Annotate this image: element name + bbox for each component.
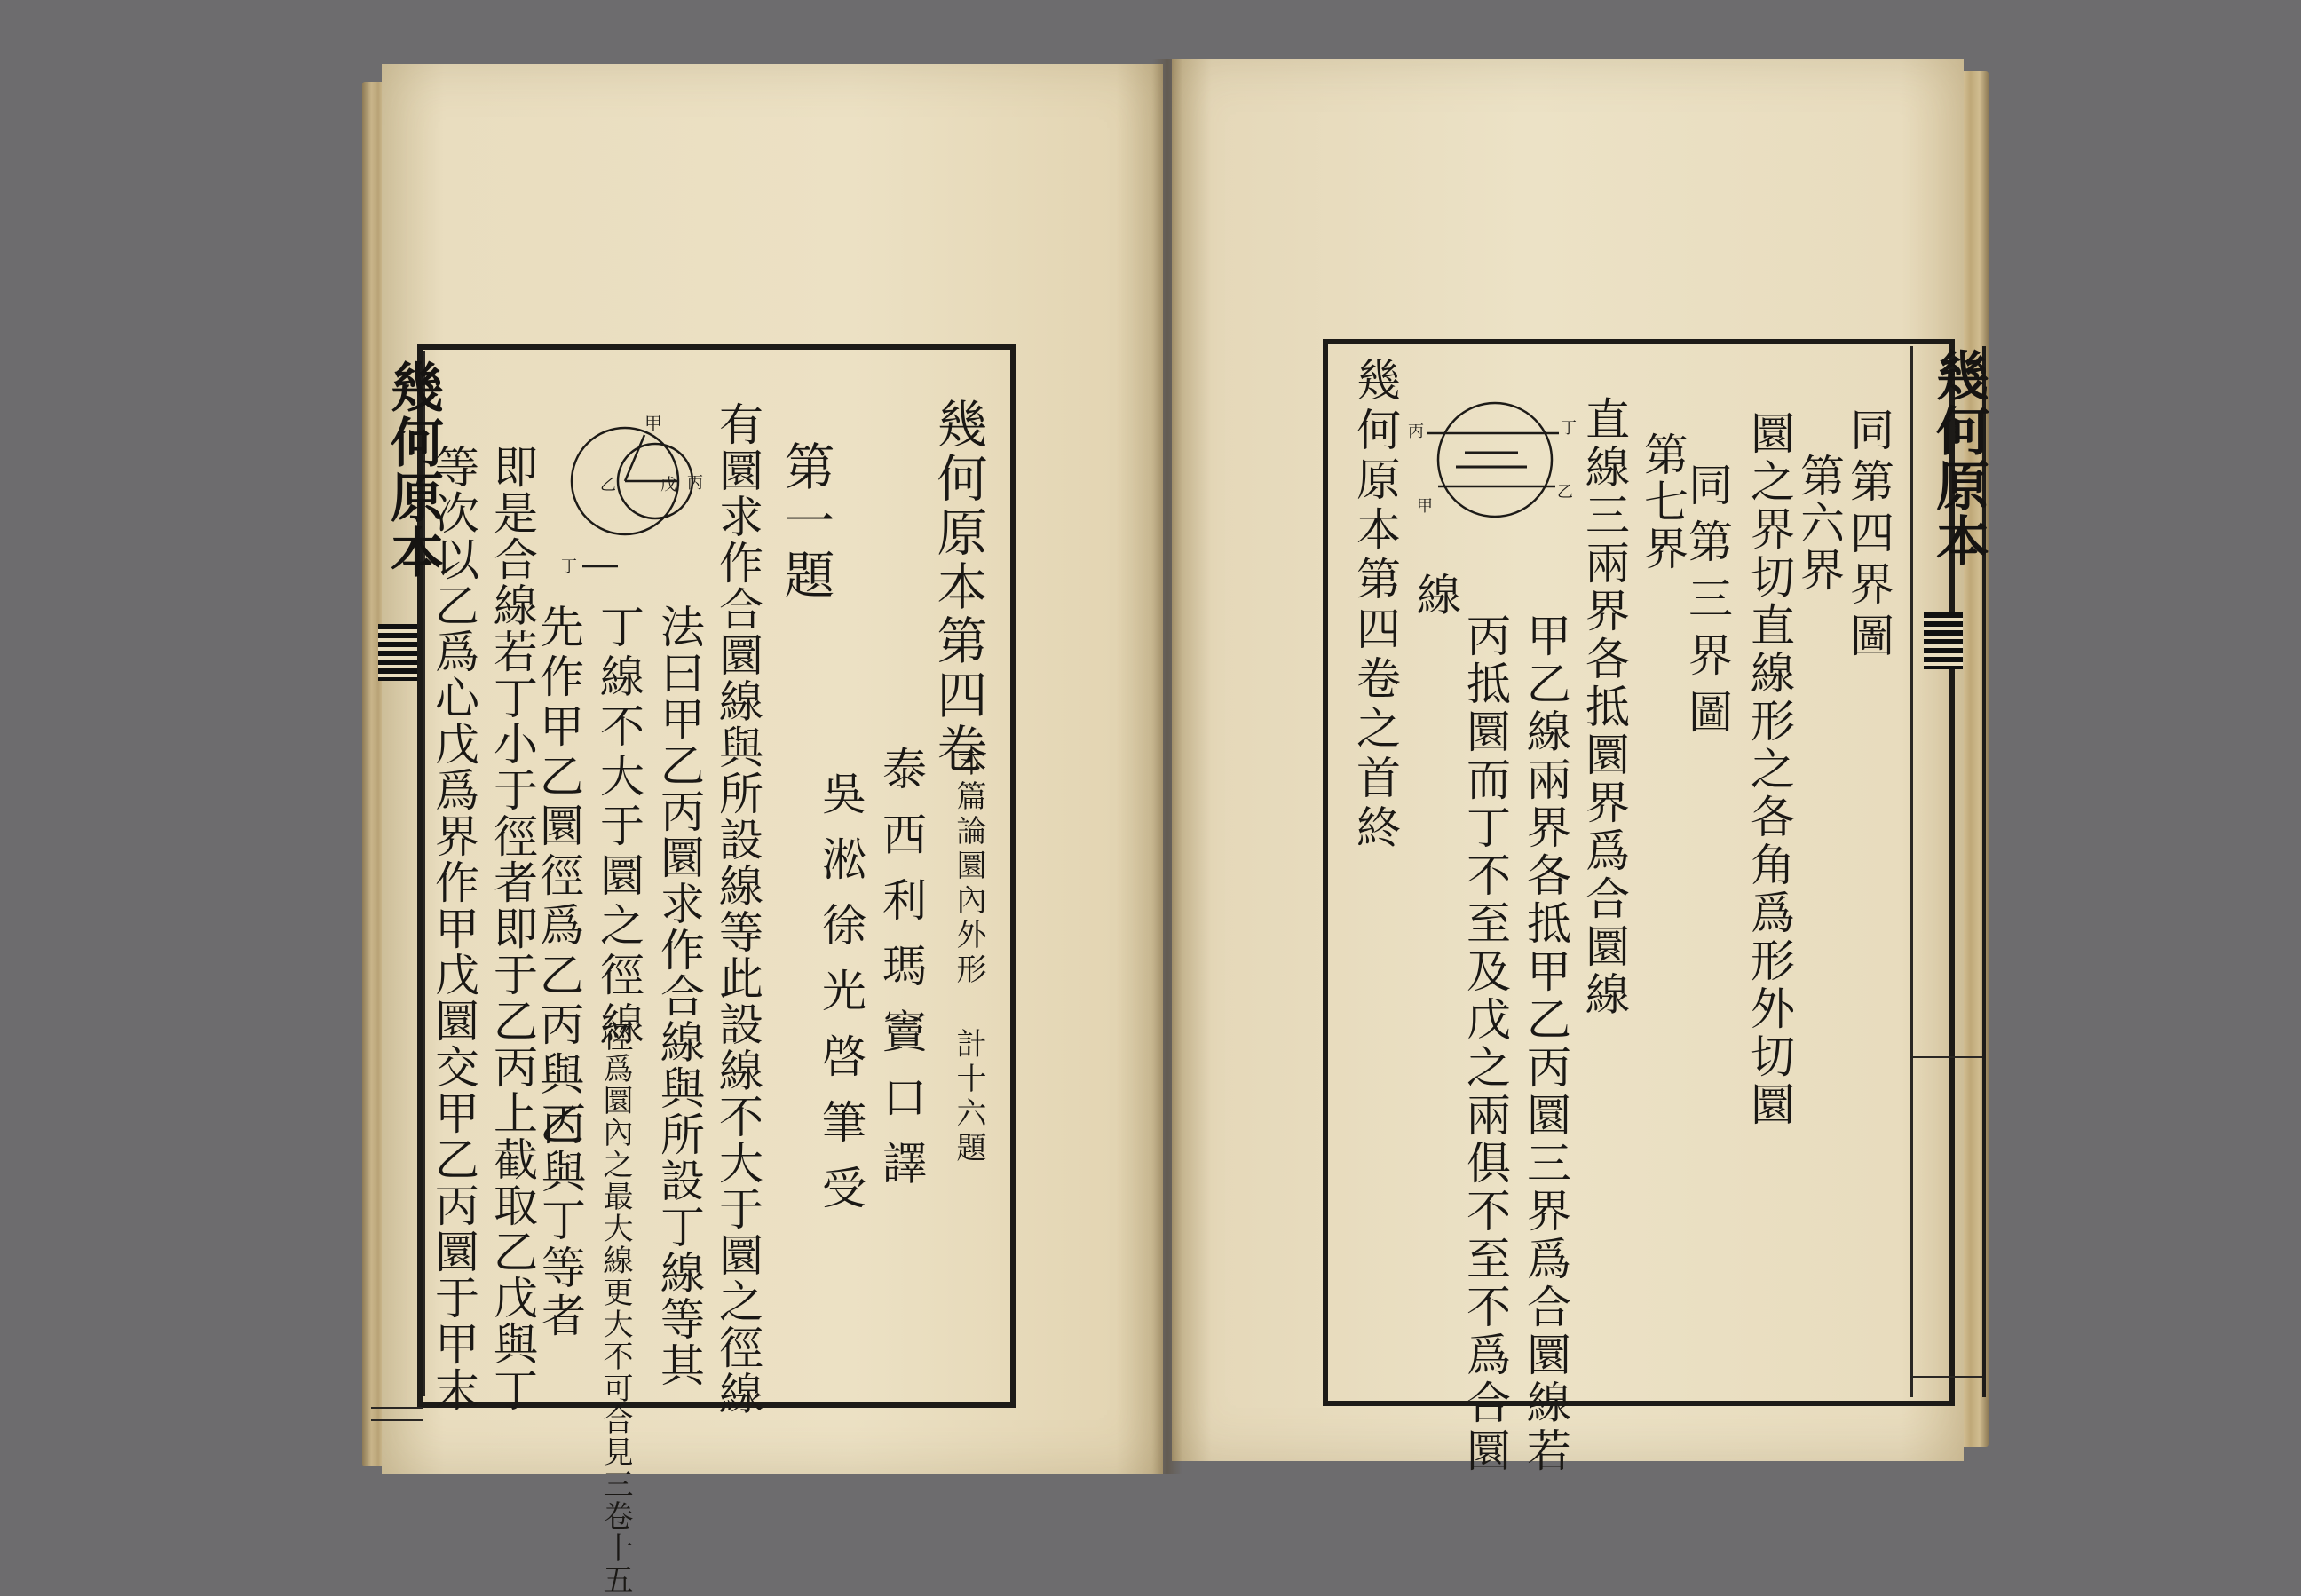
label-right: 丙: [687, 474, 703, 493]
right-banderole: [1910, 346, 1989, 1397]
right-col-3: 圜之界切直線形之各角爲形外切圜: [1744, 410, 1795, 1129]
right-col-8: 丙抵圜而丁不至及戊之兩俱不至不爲合圜: [1459, 612, 1511, 1475]
label-bottom: 丁: [561, 557, 577, 576]
right-col-10: 幾何原本第四卷之首終: [1349, 357, 1401, 854]
right-col-4: 同第三界圖: [1681, 462, 1733, 746]
left-col-7: 法曰甲乙丙圜求作合線與所設丁線等其: [653, 604, 705, 1388]
left-col-11: 即是合線若丁小于徑者即于乙丙上截取乙戊與丁: [486, 444, 538, 1413]
right-col-7: 甲乙線兩界各抵甲乙丙圜三界爲合圜線若: [1520, 612, 1571, 1475]
chord-line: [625, 435, 644, 481]
right-fish-tail-mark: [1924, 612, 1963, 669]
right-col-6: 直線三兩界各抵圜界爲合圜線: [1578, 396, 1630, 1019]
left-col-1: 幾何原本第四卷: [929, 398, 987, 777]
left-col-4: 吳淞徐光啓筆受: [815, 770, 866, 1230]
spine-gutter: [1152, 59, 1182, 1474]
label-inner: 戊: [660, 476, 676, 494]
label-right-bottom: 乙: [1557, 483, 1573, 502]
left-col-3: 泰西利瑪竇口譯: [875, 746, 927, 1205]
left-col-6: 有圜求作合圜線與所設線等此設線不大于圜之徑線: [712, 401, 763, 1417]
left-col-2: 本篇論圜內外形 計十六題: [951, 746, 986, 1166]
left-col-9: 先作甲乙圜徑爲乙丙與乙: [533, 604, 584, 1150]
left-col-5: 第一題: [776, 440, 834, 603]
label-top: 甲: [644, 413, 662, 434]
right-col-1: 同第四界圖: [1843, 407, 1894, 664]
right-banderole-rule-2: [1913, 1376, 1982, 1378]
right-col-9: 線: [1410, 572, 1461, 619]
left-col-13: 丙與丁等者: [534, 1101, 586, 1340]
right-col-5: 第七界: [1637, 431, 1688, 573]
left-banderole: [371, 351, 444, 1396]
left-col-8: 丁線不大于圜之徑線: [593, 604, 644, 1051]
label-left-bottom: 甲: [1417, 497, 1433, 516]
right-circle-diagram: [1403, 398, 1589, 522]
right-banderole-rule: [1913, 1056, 1982, 1058]
left-banderole-rule-2: [371, 1419, 423, 1421]
left-col-10: 等次以乙爲心戊爲界作甲戊圜交甲乙丙圜于甲末: [428, 444, 479, 1413]
left-col-12: 徑爲圜內之最大線更大不可合見三卷十五: [597, 1021, 633, 1596]
left-banderole-rule: [371, 1407, 423, 1409]
label-right-top: 丁: [1561, 419, 1577, 438]
right-banderole-title: 幾何原本: [1927, 348, 1989, 568]
right-col-2: 第六界: [1793, 453, 1845, 594]
label-left: 乙: [600, 476, 616, 494]
left-banderole-title: 幾何原本: [382, 359, 444, 580]
circle-main: [1438, 403, 1552, 517]
left-fish-tail-mark: [378, 624, 417, 681]
label-left-top: 丙: [1408, 423, 1424, 441]
